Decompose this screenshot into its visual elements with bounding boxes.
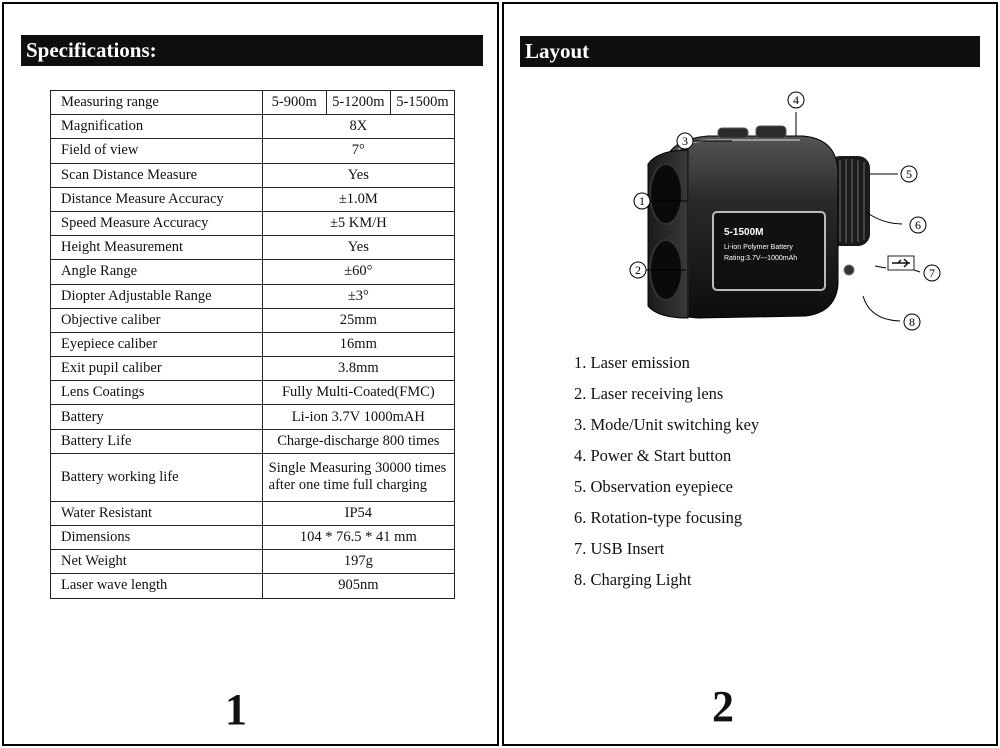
table-row — [51, 211, 455, 235]
charging-light-icon — [844, 265, 854, 275]
table-row — [51, 260, 455, 284]
spec-value: Yes — [262, 163, 454, 187]
spec-label: Scan Distance Measure — [51, 163, 263, 187]
battery-type-label: Li-ion Polymer Battery — [724, 244, 793, 251]
spec-label: Magnification — [51, 115, 263, 139]
table-row — [51, 308, 455, 332]
model-label: 5-1500M — [724, 227, 764, 238]
table-row — [51, 332, 455, 356]
spec-label: Battery working life — [51, 453, 263, 501]
list-item: 5. Observation eyepiece — [574, 477, 733, 496]
spec-value: 104 * 76.5 * 41 mm — [262, 526, 454, 550]
callout-6: 6 — [915, 218, 921, 232]
layout-heading: Layout — [520, 36, 980, 67]
spec-value: 16mm — [262, 332, 454, 356]
spec-value: 197g — [262, 550, 454, 574]
page-number: 1 — [225, 685, 247, 734]
spec-label: Net Weight — [51, 550, 263, 574]
parts-list — [574, 349, 759, 597]
table-row — [51, 550, 455, 574]
spec-value: 25mm — [262, 308, 454, 332]
battery-rating-label: Rating:3.7V---1000mAh — [724, 255, 798, 262]
list-item: 1. Laser emission — [574, 353, 690, 372]
spec-label: Objective caliber — [51, 308, 263, 332]
spec-value: 5-1200m — [326, 91, 390, 115]
spec-value: IP54 — [262, 501, 454, 525]
battery-label — [713, 212, 825, 290]
callout-3: 3 — [682, 134, 688, 148]
spec-label: Height Measurement — [51, 236, 263, 260]
spec-value: 7° — [262, 139, 454, 163]
list-item: 3. Mode/Unit switching key — [574, 415, 760, 434]
table-row — [51, 357, 455, 381]
spec-value: ±1.0M — [262, 187, 454, 211]
table-row — [51, 526, 455, 550]
list-item: 8. Charging Light — [574, 570, 692, 589]
spec-label: Laser wave length — [51, 574, 263, 598]
spec-label: Eyepiece caliber — [51, 332, 263, 356]
callout-7: 7 — [929, 266, 935, 280]
spec-value-line: after one time full charging — [268, 477, 428, 494]
usb-icon — [888, 256, 914, 270]
spec-label: Angle Range — [51, 260, 263, 284]
spec-label: Water Resistant — [51, 501, 263, 525]
spec-label: Diopter Adjustable Range — [51, 284, 263, 308]
list-item: 7. USB Insert — [574, 539, 665, 558]
table-row — [51, 139, 455, 163]
spec-value — [262, 453, 454, 501]
table-row — [51, 453, 455, 501]
list-item: 4. Power & Start button — [574, 446, 732, 465]
spec-value: 3.8mm — [262, 357, 454, 381]
page-number: 2 — [712, 682, 734, 731]
spec-table — [50, 90, 455, 599]
table-row — [51, 187, 455, 211]
table-row — [51, 405, 455, 429]
spec-value: 5-1500m — [390, 91, 454, 115]
table-row — [51, 236, 455, 260]
table-row — [51, 501, 455, 525]
table-row — [51, 115, 455, 139]
spec-value: Yes — [262, 236, 454, 260]
list-item: 2. Laser receiving lens — [574, 384, 724, 403]
spec-value: ±3° — [262, 284, 454, 308]
callout-2: 2 — [635, 263, 641, 277]
table-row — [51, 163, 455, 187]
spec-value: Li-ion 3.7V 1000mAH — [262, 405, 454, 429]
table-row — [51, 429, 455, 453]
specifications-heading: Specifications: — [21, 35, 483, 66]
callout-5: 5 — [906, 167, 912, 181]
spec-value: ±60° — [262, 260, 454, 284]
spec-value-line: Single Measuring 30000 times — [268, 460, 447, 477]
spec-label: Lens Coatings — [51, 381, 263, 405]
spec-label: Exit pupil caliber — [51, 357, 263, 381]
callout-8: 8 — [909, 315, 915, 329]
lens-housing — [648, 150, 688, 318]
spec-page — [2, 2, 499, 746]
spec-label: Field of view — [51, 139, 263, 163]
table-row — [51, 284, 455, 308]
layout-page — [502, 2, 998, 746]
spec-label: Distance Measure Accuracy — [51, 187, 263, 211]
spec-label: Measuring range — [51, 91, 263, 115]
spec-value: 905nm — [262, 574, 454, 598]
spec-value: Charge-discharge 800 times — [262, 429, 454, 453]
list-item: 6. Rotation-type focusing — [574, 508, 743, 527]
spec-value: 8X — [262, 115, 454, 139]
spec-value: ±5 KM/H — [262, 211, 454, 235]
rangefinder-diagram — [548, 84, 968, 334]
callout-1: 1 — [639, 194, 645, 208]
spec-label: Battery — [51, 405, 263, 429]
table-row — [51, 91, 455, 115]
spec-label: Battery Life — [51, 429, 263, 453]
spec-value: 5-900m — [262, 91, 326, 115]
spec-label: Speed Measure Accuracy — [51, 211, 263, 235]
table-row — [51, 574, 455, 598]
table-row — [51, 381, 455, 405]
spec-value: Fully Multi-Coated(FMC) — [262, 381, 454, 405]
callout-4: 4 — [793, 93, 799, 107]
spec-label: Dimensions — [51, 526, 263, 550]
